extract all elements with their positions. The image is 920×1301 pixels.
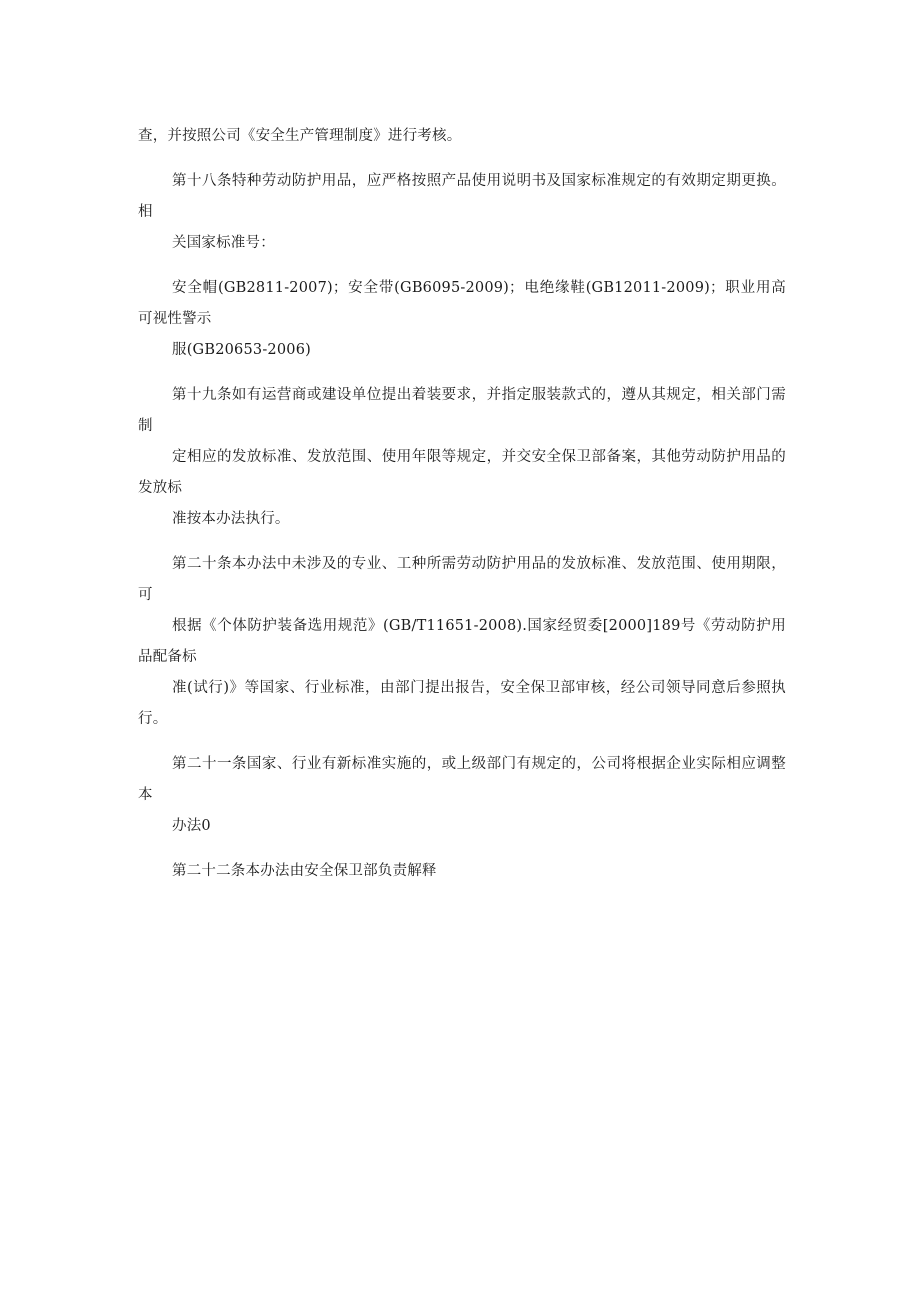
text-line: 根据《个体防护装备选用规范》(GB/T11651-2008).国家经贸委[2000]189号《劳动防护用品配备标 [138,618,786,665]
text-line: 安全帽(GB2811-2007)；安全带(GB6095-2009)；电绝缘鞋(GB12011-2009)；职业用高可视性警示 [138,280,786,327]
text-line: 第十八条特种劳动防护用品，应严格按照产品使用说明书及国家标准规定的有效期定期更换。相 [138,173,786,220]
paragraph-continuation [138,121,786,152]
text-line: 服(GB20653-2006) [172,342,311,358]
document-body [138,121,786,901]
text-line: 准按本办法执行。 [172,511,290,527]
text-line: 查，并按照公司《安全生产管理制度》进行考核。 [138,128,462,144]
paragraph-article-18 [138,166,786,259]
text-line: 第二十条本办法中未涉及的专业、工种所需劳动防护用品的发放标准、发放范围、使用期限，可 [138,556,786,603]
text-line: 关国家标准号： [172,235,275,251]
text-line: 定相应的发放标准、发放范围、使用年限等规定，并交安全保卫部备案，其他劳动防护用品的发放标 [138,449,786,496]
paragraph-article-19 [138,380,786,535]
paragraph-article-22 [138,856,786,887]
text-line: 第十九条如有运营商或建设单位提出着装要求，并指定服装款式的，遵从其规定，相关部门需制 [138,387,786,434]
text-line: 办法0 [172,818,211,834]
paragraph-article-21 [138,749,786,842]
text-line: 第二十一条国家、行业有新标准实施的，或上级部门有规定的，公司将根据企业实际相应调整本 [138,756,786,803]
text-line: 第二十二条本办法由安全保卫部负责解释 [172,863,437,879]
paragraph-standards [138,273,786,366]
paragraph-article-20 [138,549,786,735]
text-line: 准(试行)》等国家、行业标准，由部门提出报告，安全保卫部审核，经公司领导同意后参照执行。 [138,680,786,727]
